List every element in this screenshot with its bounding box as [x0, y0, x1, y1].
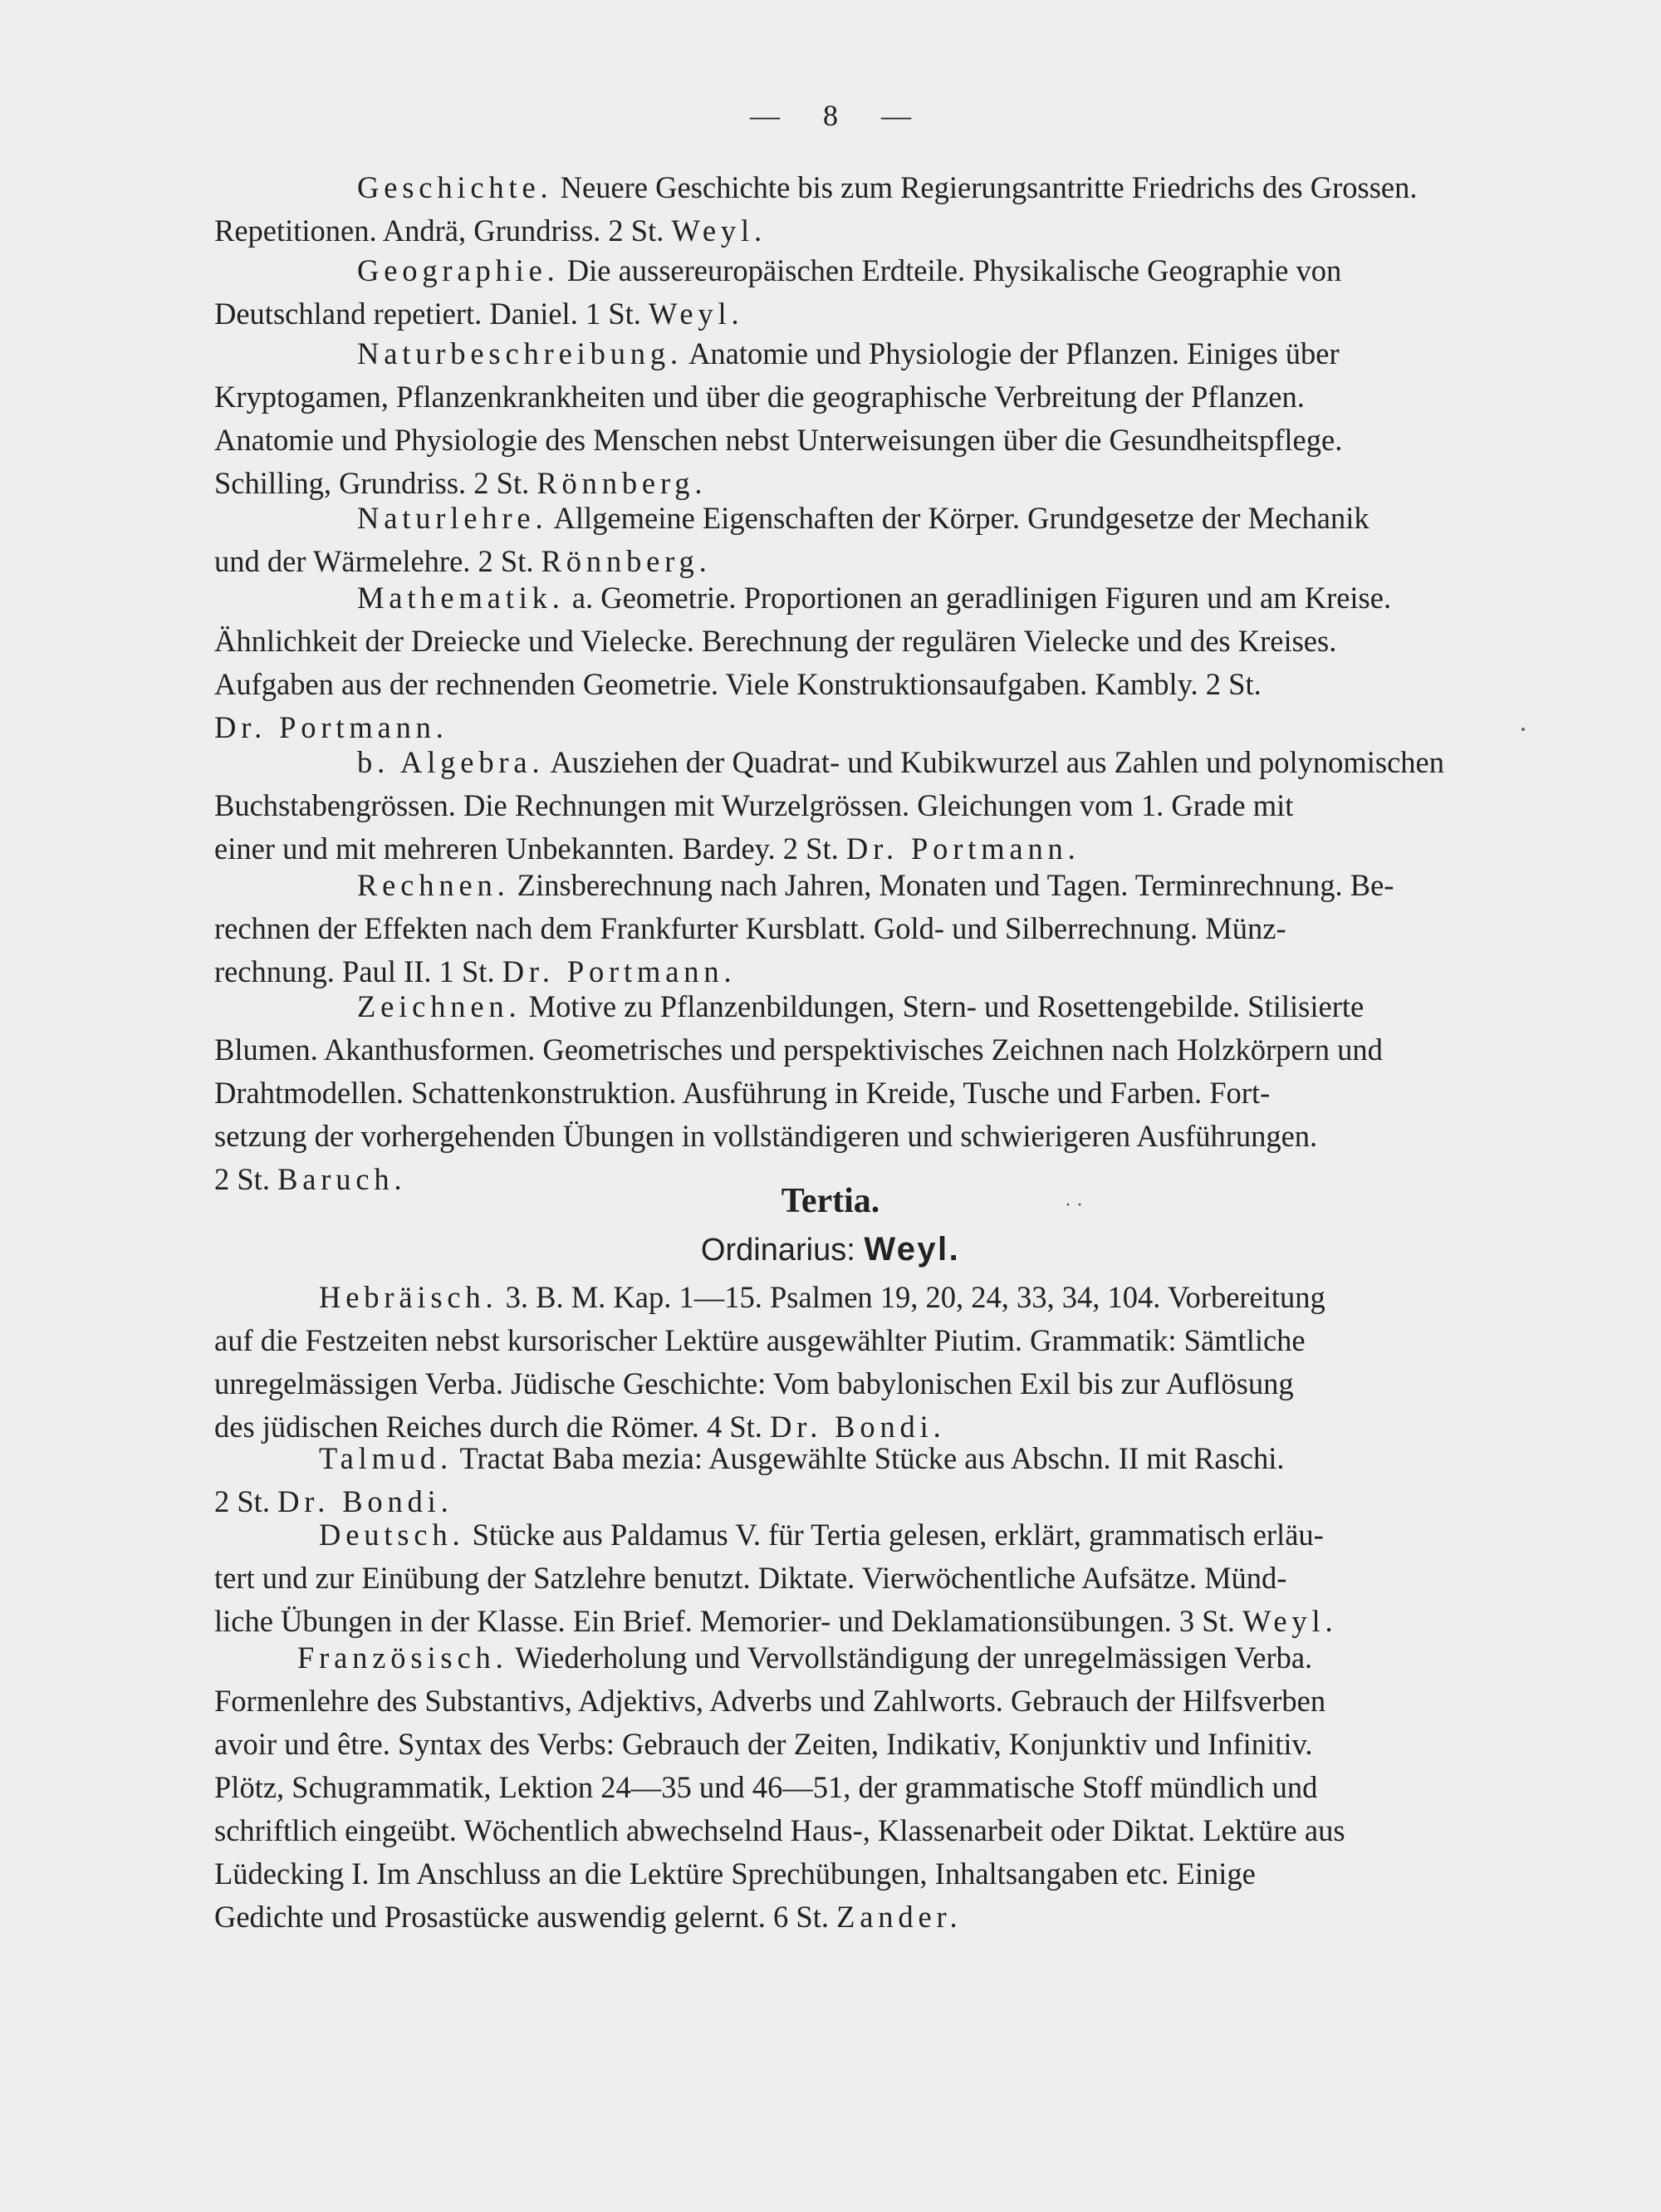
subject-label: Hebräisch. [319, 1280, 498, 1314]
section-deutsch: Deutsch. Stücke aus Paldamus V. für Tertia gelesen, erklärt, grammatisch erläu- tert und zur Einübung der Satzlehre benutzt. Diktate. Vierwöchentliche Aufsätze. Münd- liche Übungen in der Klasse. Ein Brief. Memorier- und Deklamationsübungen. 3 St. Weyl. [214, 1518, 1338, 1638]
subject-label: Deutsch. [319, 1518, 465, 1552]
ordinarius-name: Weyl. [864, 1231, 961, 1268]
ink-dots: · · [1065, 1194, 1083, 1216]
subject-label: Geschichte. [357, 170, 553, 204]
teacher-name: Dr. Bondi. [277, 1484, 453, 1518]
section-rechnen: Rechnen. Zinsberechnung nach Jahren, Monaten und Tagen. Terminrechnung. Be- rechnen der Effekten nach dem Frankfurter Kursblatt. Gold- und Silberrechnung. Münz- rechnung. Paul II. 1 St. Dr. Portmann. [214, 868, 1394, 988]
section-heading-tertia: Tertia. [781, 1182, 880, 1220]
section-naturlehre: Naturlehre. Allgemeine Eigenschaften der Körper. Grundgesetze der Mechanik und der Wärmelehre. 2 St. Rönnberg. [214, 501, 1369, 578]
ordinarius-line [0, 1231, 1661, 1268]
section-talmud: Talmud. Tractat Baba mezia: Ausgewählte Stücke aus Abschn. II mit Raschi. 2 St. Dr. Bondi. [214, 1441, 1285, 1518]
teacher-name: Weyl. [649, 297, 744, 331]
section-franzoesisch: Französisch. Wiederholung und Vervollständigung der unregelmässigen Verba. Formenlehre des Substantivs, Adjektivs, Adverbs und Zahlworts. Gebrauch der Hilfsverben avoir und être. Syntax des Verbs: Gebrauch der Zeiten, Indikativ, Konjunktiv und Infinitiv. Plötz, Schugrammatik, Lektion 24—35 und 46—51, der grammatische Stoff mündlich und schriftlich eingeübt. Wöchentlich abwechselnd Haus-, Klassenarbeit oder Diktat. Lektüre aus Lüdecking I. Im Anschluss an die Lektüre Sprechübungen, Inhaltsangaben etc. Einige Gedichte und Prosastücke auswendig gelernt. 6 St. Zander. [214, 1641, 1345, 1934]
subject-label: Zeichnen. [357, 989, 522, 1023]
teacher-name: Baruch. [277, 1162, 407, 1196]
section-geschichte: Geschichte. Neuere Geschichte bis zum Regierungsantritte Friedrichs des Grossen. Repetitionen. Andrä, Grundriss. 2 St. Weyl. [214, 170, 1418, 248]
subject-label: Naturlehre. [357, 501, 548, 535]
teacher-name: Weyl. [671, 213, 767, 248]
page-number: — 8 — [750, 99, 911, 132]
subject-label: Naturbeschreibung. [357, 336, 683, 370]
teacher-name: Weyl. [1242, 1604, 1338, 1638]
teacher-name: Dr. Portmann. [502, 954, 737, 988]
teacher-name: Dr. Portmann. [214, 710, 448, 744]
ink-speck [1521, 728, 1525, 731]
section-geographie: Geographie. Die aussereuropäischen Erdteile. Physikalische Geographie von Deutschland repetiert. Daniel. 1 St. Weyl. [214, 253, 1342, 331]
section-zeichnen: Zeichnen. Motive zu Pflanzenbildungen, Stern- und Rosettengebilde. Stilisierte Blumen. Akanthusformen. Geometrisches und perspektivisches Zeichnen nach Holzkörpern und Drahtmodellen. Schattenkonstruktion. Ausführung in Kreide, Tusche und Farben. Fort- setzung der vorhergehenden Übungen in vollständigeren und schwierigeren Ausführungen. 2 St. Baruch. [214, 989, 1383, 1196]
subject-label: Mathematik. [357, 581, 565, 615]
section-hebraeisch: Hebräisch. 3. B. M. Kap. 1—15. Psalmen 19, 20, 24, 33, 34, 104. Vorbereitung auf die Festzeiten nebst kursorischer Lektüre ausgewählter Piutim. Grammatik: Sämtliche unregelmässigen Verba. Jüdische Geschichte: Vom babylonischen Exil bis zur Auflösung des jüdischen Reiches durch die Römer. 4 St. Dr. Bondi. [214, 1280, 1325, 1444]
subject-label: Rechnen. [357, 868, 510, 902]
subject-label: Geographie. [357, 253, 560, 287]
ordinarius-label: Ordinarius: [700, 1233, 855, 1268]
section-algebra: b. Algebra. Ausziehen der Quadrat- und Kubikwurzel aus Zahlen und polynomischen Buchstabengrössen. Die Rechnungen mit Wurzelgrössen. Gleichungen vom 1. Grade mit einer und mit mehreren Unbekannten. Bardey. 2 St. Dr. Portmann. [214, 745, 1444, 866]
teacher-name: Rönnberg. [537, 466, 708, 500]
teacher-name: Zander. [836, 1900, 963, 1934]
teacher-name: Dr. Bondi. [770, 1410, 946, 1444]
teacher-name: Dr. Portmann. [845, 831, 1080, 866]
teacher-name: Rönnberg. [541, 544, 712, 578]
section-mathematik: Mathematik. a. Geometrie. Proportionen an geradlinigen Figuren und am Kreise. Ähnlichkeit der Dreiecke und Vielecke. Berechnung der regulären Vielecke und des Kreises. Aufgaben aus der rechnenden Geometrie. Viele Konstruktionsaufgaben. Kambly. 2 St. Dr. Portmann. [214, 581, 1392, 744]
subject-label: b. Algebra. [357, 745, 545, 779]
section-naturbeschreibung: Naturbeschreibung. Anatomie und Physiologie der Pflanzen. Einiges über Kryptogamen, Pflanzenkrankheiten und über die geographische Verbreitung der Pflanzen. Anatomie und Physiologie des Menschen nebst Unterweisungen über die Gesundheitspflege. Schilling, Grundriss. 2 St. Rönnberg. [214, 336, 1343, 500]
subject-label: Talmud. [319, 1441, 453, 1475]
subject-label: Französisch. [297, 1641, 508, 1675]
